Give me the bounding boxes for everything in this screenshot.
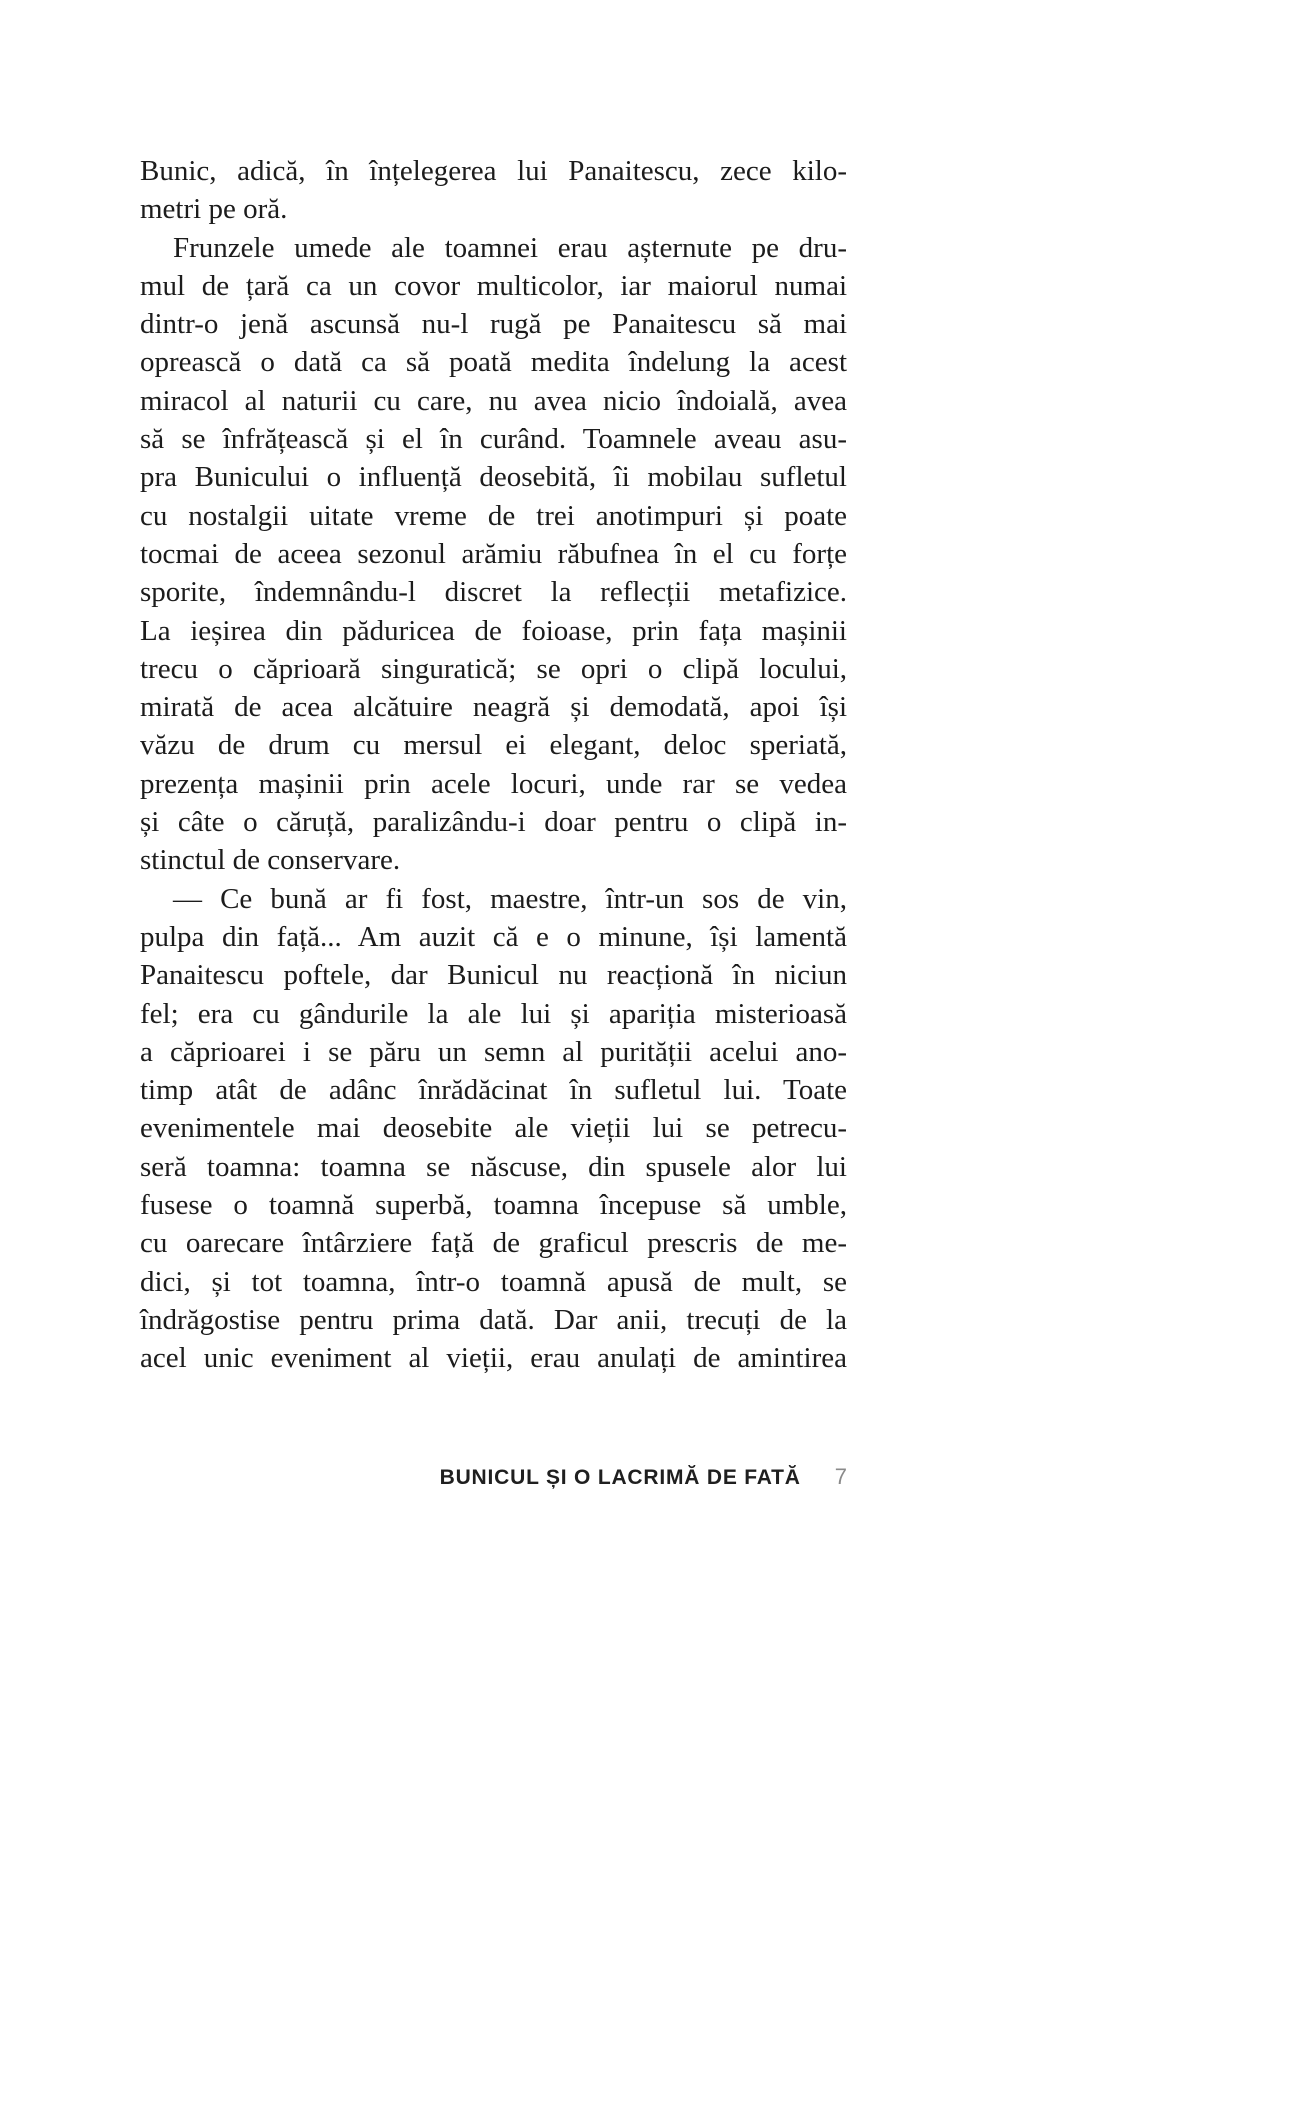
text-line: miracol al naturii cu care, nu avea nicio îndoială, avea [140, 384, 847, 417]
text-line: îndrăgostise pentru prima dată. Dar anii, trecuți de la [140, 1303, 847, 1336]
text-line: stinctul de conservare. [140, 844, 401, 877]
text-line: — Ce bună ar fi fost, maestre, într-un sos de vin, [173, 882, 847, 915]
text-line: Bunic, adică, în înțelegerea lui Panaitescu, zece kilo- [140, 155, 847, 187]
text-line: mul de țară ca un covor multicolor, iar maiorul numai [140, 269, 847, 302]
text-line: trecu o căprioară singuratică; se opri o clipă locului, [140, 652, 847, 685]
text-line: pulpa din față... Am auzit că e o minune, își lamentă [140, 920, 847, 953]
text-line: seră toamna: toamna se născuse, din spusele alor lui [140, 1150, 847, 1183]
text-line: tocmai de aceea sezonul arămiu răbufnea în el cu forțe [140, 537, 847, 570]
paragraph [140, 152, 847, 229]
text-line: cu nostalgii uitate vreme de trei anotimpuri și poate [140, 499, 847, 532]
text-line: Frunzele umede ale toamnei erau așternute pe dru- [173, 231, 847, 264]
text-line: cu oarecare întârziere față de graficul prescris de me- [140, 1227, 847, 1260]
text-line: mirată de acea alcătuire neagră și demodată, apoi își [140, 691, 847, 724]
text-line: pra Bunicului o influență deosebită, îi mobilau sufletul [140, 461, 847, 494]
text-line: văzu de drum cu mersul ei elegant, deloc speriată, [140, 729, 847, 762]
text-line: acel unic eveniment al vieții, erau anulați de amintirea [140, 1342, 847, 1375]
text-line: La ieșirea din păduricea de foioase, prin fața mașinii [140, 614, 847, 647]
footer [140, 1464, 847, 1490]
text-line: fel; era cu gândurile la ale lui și apariția misterioasă [140, 997, 847, 1030]
text-line: oprească o dată ca să poată medita îndelung la acest [140, 346, 847, 379]
text-line: a căprioarei i se păru un semn al purității acelui ano- [140, 1035, 847, 1068]
text-line: sporite, îndemnându-l discret la reflecții metafizice. [140, 576, 847, 609]
text-line: dintr-o jenă ascunsă nu-l rugă pe Panaitescu să mai [140, 308, 847, 341]
text-line: fusese o toamnă superbă, toamna începuse să umble, [140, 1189, 847, 1222]
text-line: timp atât de adânc înrădăcinat în sufletul lui. Toate [140, 1074, 847, 1107]
text-block [140, 152, 847, 1378]
paragraph [140, 880, 847, 1378]
running-title: BUNICUL ȘI O LACRIMĂ DE FATĂ [439, 1466, 801, 1489]
text-line: dici, și tot toamna, într-o toamnă apusă de mult, se [140, 1265, 847, 1298]
paragraph [140, 229, 847, 880]
text-line: metri pe oră. [140, 193, 288, 226]
text-line: prezența mașinii prin acele locuri, unde rar se vedea [140, 767, 847, 800]
text-line: să se înfrățească și el în curând. Toamnele aveau asu- [140, 423, 847, 456]
text-line: evenimentele mai deosebite ale vieții lui se petrecu- [140, 1112, 847, 1145]
text-line: Panaitescu poftele, dar Bunicul nu reacționă în niciun [140, 959, 847, 992]
text-line: și câte o căruță, paralizându-i doar pentru o clipă in- [140, 806, 847, 839]
page-number: 7 [834, 1464, 847, 1489]
